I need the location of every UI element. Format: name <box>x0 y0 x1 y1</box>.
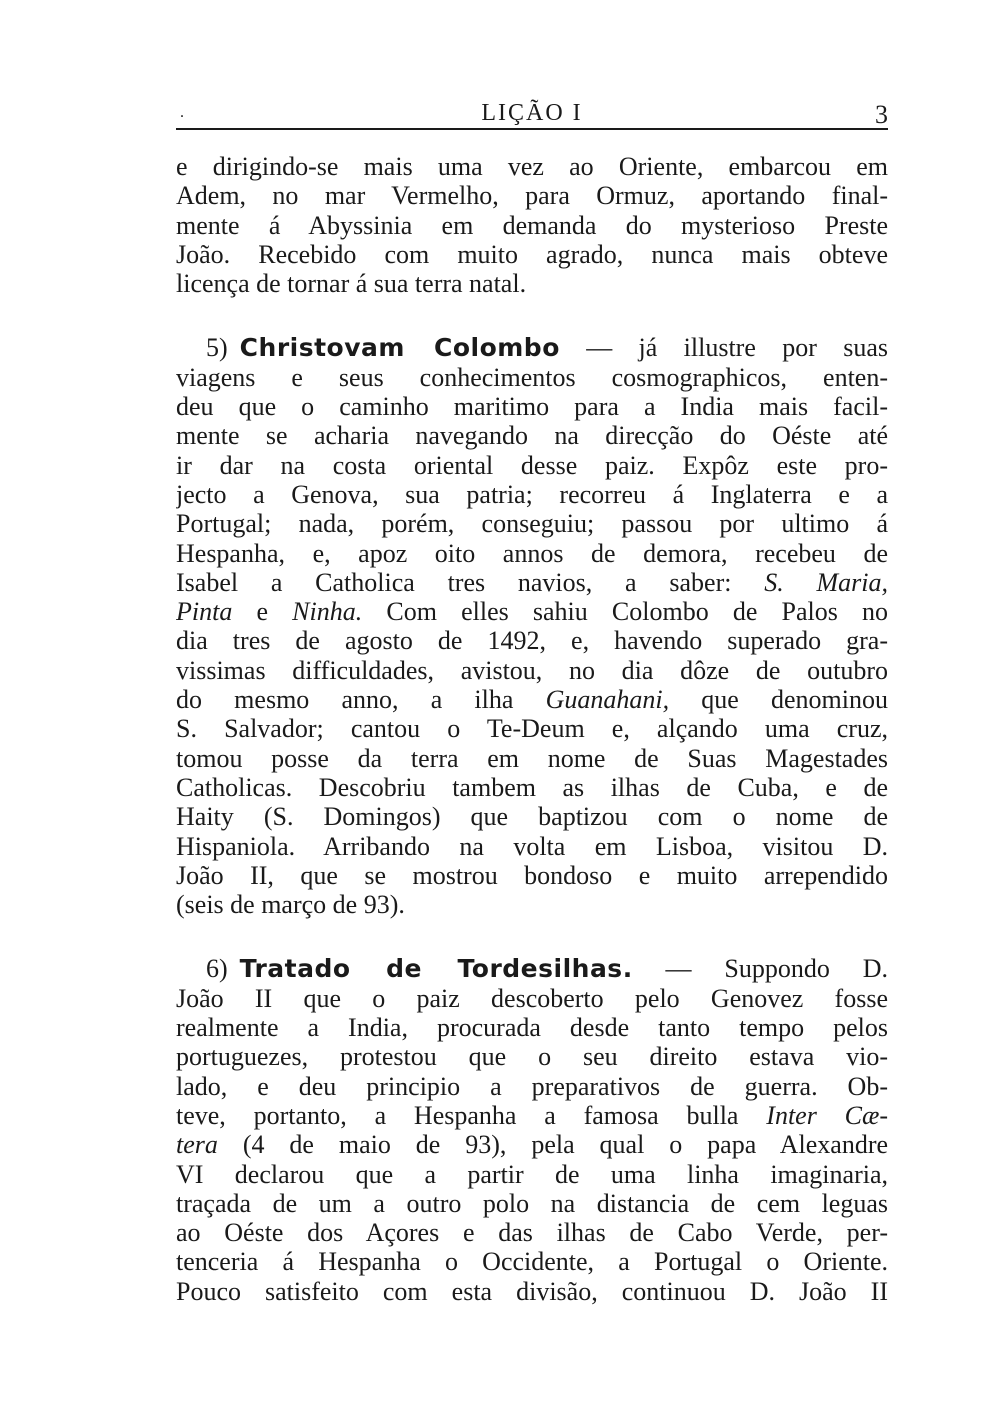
text-line: portuguezes, protestou que o seu direito estava vio- <box>176 1042 888 1072</box>
text-line: dia tres de agosto de 1492, e, havendo superado gra- <box>176 626 888 656</box>
chapter-title: LIÇÃO I <box>481 100 583 126</box>
ship-name: Ninha. <box>292 597 363 627</box>
text-line: jecto a Genova, sua patria; recorreu á Inglaterra e a <box>176 479 888 509</box>
text-line <box>176 568 888 597</box>
section-heading: Christovam Colombo <box>239 333 560 363</box>
header-dot: . <box>180 104 184 121</box>
text-line: viagens e seus conhecimentos cosmographicos, enten- <box>176 362 888 392</box>
ship-name: S. Maria, <box>764 567 888 597</box>
bulla-name: tera <box>176 1130 218 1160</box>
text-line: Catholicas. Descobriu tambem as ilhas de Cuba, e de <box>176 772 888 802</box>
text-run: (4 de maio de 93), pela qual o papa Alexandre <box>242 1130 888 1160</box>
text-line: Hespanha, e, apoz oito annos de demora, recebeu de <box>176 538 888 568</box>
text-run: — Suppondo D. <box>665 954 888 984</box>
text-line: lado, e deu principio a preparativos de guerra. Ob- <box>176 1071 888 1101</box>
text-line: vissimas difficuldades, avistou, no dia dôze de outubro <box>176 655 888 685</box>
text-run: Isabel a Catholica tres navios, a saber: <box>176 567 732 597</box>
running-header <box>176 98 888 130</box>
text-line: ir dar na costa oriental desse paiz. Expôz este pro- <box>176 450 888 480</box>
page-number: 3 <box>875 100 888 129</box>
text-run: que denominou <box>701 685 888 715</box>
text-run: do mesmo anno, a ilha <box>176 685 514 715</box>
text-line: deu que o caminho maritimo para a India mais facil- <box>176 392 888 422</box>
text-run: — já illustre por suas <box>586 333 888 363</box>
text-line: traçada de um a outro polo na distancia de cem leguas <box>176 1188 888 1218</box>
text-line: e dirigindo-se mais uma vez ao Oriente, embarcou em <box>176 152 888 181</box>
ship-name: Pinta <box>176 597 233 627</box>
page-body <box>176 152 888 1306</box>
text-line: mente se acharia navegando na direcção do Oéste até <box>176 421 888 451</box>
text-line: Portugal; nada, porém, conseguiu; passou por ultimo á <box>176 509 888 539</box>
bulla-name: Inter Cæ- <box>766 1100 888 1130</box>
section-heading: Tratado de Tordesilhas. <box>239 954 633 984</box>
section-number: 5) <box>206 333 228 363</box>
text-run: e <box>256 597 269 627</box>
text-line: Adem, no mar Vermelho, para Ormuz, aportando final- <box>176 181 888 211</box>
text-line: S. Salvador; cantou o Te-Deum e, alçando uma cruz, <box>176 714 888 744</box>
text-line: ao Oéste dos Açores e das ilhas de Cabo Verde, per- <box>176 1218 888 1248</box>
text-line: João. Recebido com muito agrado, nunca mais obteve <box>176 239 888 269</box>
text-line: realmente a India, procurada desde tanto tempo pelos <box>176 1013 888 1043</box>
text-line: Pouco satisfeito com esta divisão, continuou D. João II <box>176 1276 888 1306</box>
text-line <box>176 1130 888 1159</box>
text-line: tenceria á Hespanha o Occidente, a Portugal o Oriente. <box>176 1247 888 1277</box>
text-line: licença de tornar á sua terra natal. <box>176 269 527 299</box>
text-line: (seis de março de 93). <box>176 890 405 920</box>
text-line: Hispaniola. Arribando na volta em Lisboa, visitou D. <box>176 831 888 861</box>
text-line <box>176 1101 888 1130</box>
section-5-first-line <box>176 333 888 362</box>
text-line <box>176 685 888 714</box>
text-line: VI declarou que a partir de uma linha imaginaria, <box>176 1159 888 1189</box>
section-number: 6) <box>206 954 228 984</box>
island-name: Guanahani, <box>545 685 670 715</box>
text-run: teve, portanto, a Hespanha a famosa bulla <box>176 1100 739 1130</box>
text-run: Com elles sahiu Colombo de Palos no <box>386 597 888 627</box>
text-line: João II, que se mostrou bondoso e muito arrependido <box>176 860 888 890</box>
text-line: João II que o paiz descoberto pelo Genovez fosse <box>176 983 888 1013</box>
text-line: Haity (S. Domingos) que baptizou com o nome de <box>176 802 888 832</box>
text-line: mente á Abyssinia em demanda do mysterioso Preste <box>176 210 888 240</box>
text-line <box>176 597 888 626</box>
section-6-first-line <box>176 954 888 983</box>
text-line: tomou posse da terra em nome de Suas Magestades <box>176 743 888 773</box>
